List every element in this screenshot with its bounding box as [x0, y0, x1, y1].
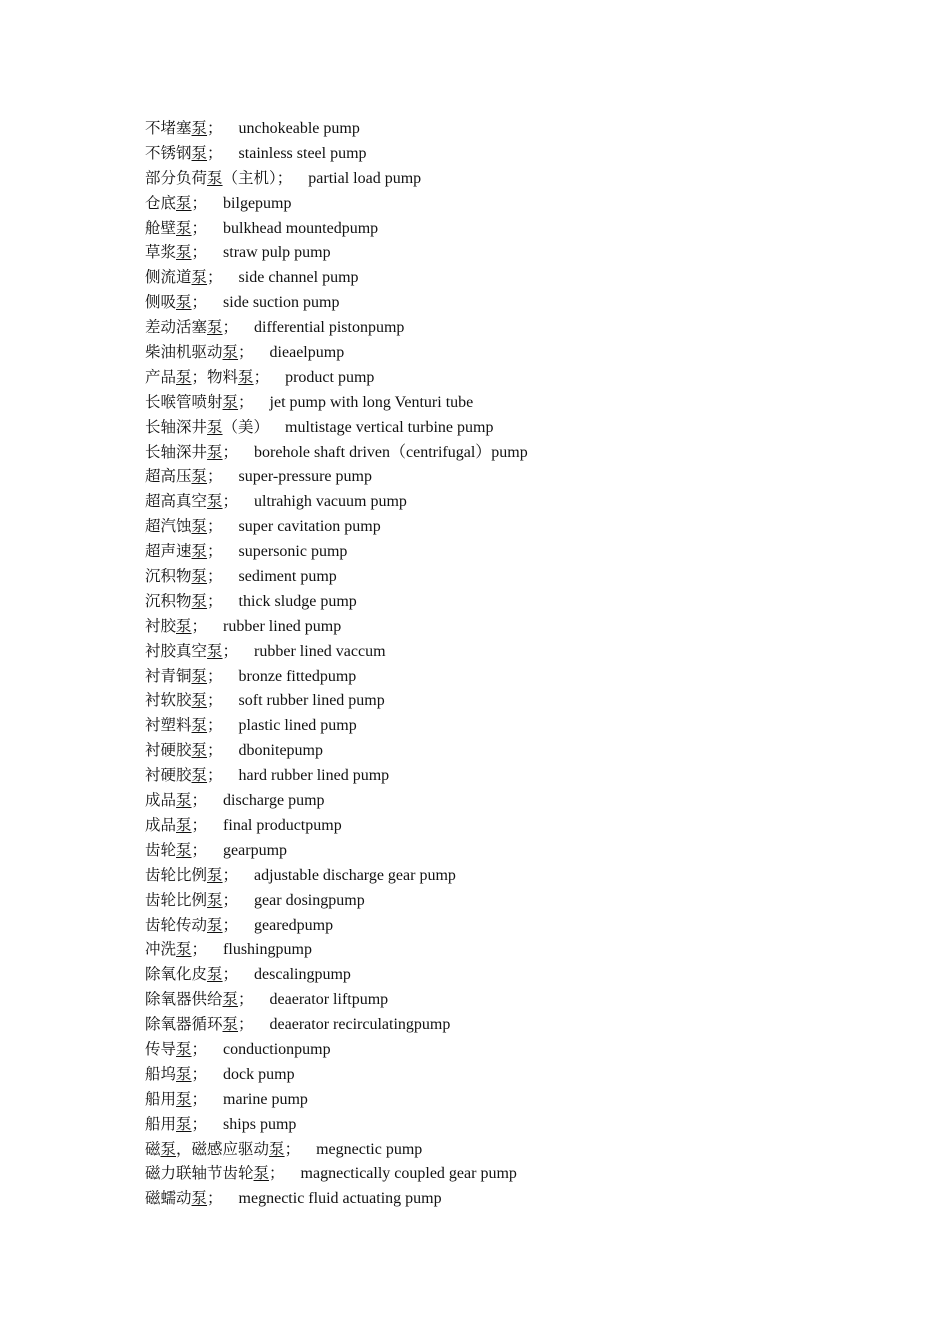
- term-keyword: 泵: [176, 791, 192, 810]
- glossary-entry: [145, 888, 905, 913]
- term-keyword: 泵: [207, 442, 223, 461]
- term-keyword: 泵: [176, 1064, 192, 1083]
- glossary-entry: [145, 813, 905, 838]
- term-keyword: 泵: [191, 591, 208, 610]
- term-chinese: ；: [238, 343, 254, 362]
- term-english: rubber lined pump: [223, 617, 342, 635]
- glossary-entry: [145, 788, 905, 813]
- term-chinese: 船用: [145, 1114, 177, 1133]
- term-chinese: ；: [222, 641, 239, 660]
- term-chinese: 产品: [145, 367, 177, 386]
- term-chinese: ；: [207, 517, 223, 536]
- term-english: super-pressure pump: [238, 468, 372, 486]
- term-chinese: ；: [191, 815, 208, 834]
- glossary-entry: [145, 489, 905, 514]
- term-chinese: ；: [207, 268, 223, 287]
- term-chinese: 不锈钢: [145, 143, 192, 162]
- term-chinese: （主机）；: [222, 168, 293, 187]
- term-english: sediment pump: [238, 568, 337, 586]
- term-keyword: 泵: [176, 616, 192, 635]
- term-english: gearpump: [223, 841, 288, 859]
- term-keyword: 泵: [238, 367, 254, 386]
- glossary-entry: [145, 166, 905, 191]
- term-english: unchokeable pump: [238, 120, 360, 137]
- term-chinese: ；物料: [191, 367, 239, 386]
- glossary-entry: [145, 415, 905, 440]
- glossary-entry: [145, 763, 905, 788]
- term-english: partial load pump: [308, 169, 422, 187]
- glossary-entry: [145, 664, 905, 689]
- term-chinese: ；: [222, 965, 239, 984]
- term-english: final productpump: [223, 816, 342, 834]
- term-chinese: 衬胶: [145, 616, 177, 635]
- glossary-entry: [145, 539, 905, 564]
- term-english: bronze fittedpump: [238, 667, 357, 685]
- term-chinese: ；: [191, 193, 208, 212]
- term-english: conductionpump: [223, 1040, 331, 1058]
- glossary-entry: [145, 1112, 905, 1137]
- term-chinese: ；: [222, 865, 239, 884]
- term-chinese: ，磁感应驱动: [176, 1139, 270, 1158]
- term-chinese: ；: [191, 616, 208, 635]
- term-chinese: ；: [207, 691, 223, 710]
- term-chinese: ；: [191, 1089, 208, 1108]
- term-chinese: ；: [191, 218, 208, 237]
- term-keyword: 泵: [191, 567, 208, 586]
- term-keyword: 泵: [222, 990, 239, 1009]
- term-english: flushingpump: [223, 941, 312, 959]
- term-keyword: 泵: [207, 318, 223, 337]
- term-english: thick sludge pump: [238, 592, 357, 610]
- glossary-list: [145, 116, 905, 1211]
- term-english: super cavitation pump: [238, 518, 381, 536]
- term-chinese: 超高真空: [145, 492, 208, 511]
- term-chinese: ；: [222, 318, 239, 337]
- glossary-entry: [145, 863, 905, 888]
- term-chinese: ；: [191, 791, 208, 810]
- term-chinese: 长轴深井: [145, 442, 208, 461]
- glossary-entry: [145, 639, 905, 664]
- glossary-entry: [145, 1186, 905, 1211]
- term-chinese: ；: [191, 293, 208, 312]
- term-keyword: 泵: [176, 1114, 192, 1133]
- term-keyword: 泵: [253, 1164, 270, 1183]
- term-chinese: ；: [191, 1039, 208, 1058]
- term-chinese: ；: [207, 766, 223, 785]
- term-chinese: ；: [207, 666, 223, 685]
- term-chinese: ；: [191, 840, 208, 859]
- glossary-entry: [145, 265, 905, 290]
- term-english: hard rubber lined pump: [238, 767, 390, 785]
- term-chinese: 齿轮比例: [145, 865, 208, 884]
- term-chinese: （美）: [222, 417, 270, 436]
- term-chinese: 成品: [145, 791, 177, 810]
- glossary-entry: [145, 564, 905, 589]
- glossary-entry: [145, 390, 905, 415]
- term-english: product pump: [285, 368, 375, 386]
- term-english: dock pump: [223, 1065, 295, 1083]
- glossary-entry: [145, 141, 905, 166]
- glossary-entry: [145, 614, 905, 639]
- term-chinese: 齿轮传动: [145, 915, 208, 934]
- glossary-entry: [145, 913, 905, 938]
- term-keyword: 泵: [222, 392, 239, 411]
- term-english: gear dosingpump: [254, 891, 365, 909]
- term-chinese: ；: [238, 1015, 254, 1034]
- term-keyword: 泵: [176, 815, 192, 834]
- term-english: rubber lined vaccum: [254, 642, 386, 660]
- term-keyword: 泵: [207, 890, 223, 909]
- glossary-entry: [145, 340, 905, 365]
- term-keyword: 泵: [191, 467, 208, 486]
- term-english: plastic lined pump: [238, 717, 357, 735]
- term-keyword: 泵: [207, 641, 223, 660]
- glossary-entry: [145, 240, 905, 265]
- glossary-entry: [145, 464, 905, 489]
- term-english: side channel pump: [238, 269, 359, 287]
- term-keyword: 泵: [191, 741, 208, 760]
- term-keyword: 泵: [176, 840, 192, 859]
- glossary-entry: [145, 1161, 905, 1186]
- term-english: differential pistonpump: [254, 319, 405, 337]
- term-keyword: 泵: [207, 965, 223, 984]
- glossary-entry: [145, 688, 905, 713]
- term-keyword: 泵: [269, 1139, 285, 1158]
- term-keyword: 泵: [222, 1015, 239, 1034]
- term-english: magnectically coupled gear pump: [300, 1165, 517, 1183]
- glossary-entry: [145, 713, 905, 738]
- term-chinese: ；: [222, 915, 239, 934]
- term-chinese: ；: [207, 1189, 223, 1208]
- term-english: megnectic pump: [316, 1140, 423, 1158]
- glossary-entry: [145, 738, 905, 763]
- term-chinese: ；: [207, 143, 223, 162]
- glossary-entry: [145, 1037, 905, 1062]
- term-keyword: 泵: [191, 691, 208, 710]
- term-chinese: 草浆: [145, 243, 177, 262]
- term-english: jet pump with long Venturi tube: [269, 393, 474, 411]
- term-english: dieaelpump: [269, 344, 345, 362]
- term-english: multistage vertical turbine pump: [285, 418, 494, 436]
- term-keyword: 泵: [176, 218, 192, 237]
- term-chinese: ；: [207, 567, 223, 586]
- glossary-entry: [145, 514, 905, 539]
- term-keyword: 泵: [176, 1039, 192, 1058]
- term-chinese: ；: [222, 890, 239, 909]
- term-chinese: 齿轮比例: [145, 890, 208, 909]
- term-chinese: 舱壁: [145, 218, 177, 237]
- term-english: deaerator liftpump: [269, 991, 389, 1009]
- glossary-entry: [145, 116, 905, 141]
- term-chinese: 衬青铜: [145, 666, 192, 685]
- term-chinese: 长喉管喷射: [145, 392, 223, 411]
- glossary-entry: [145, 937, 905, 962]
- term-chinese: ；: [207, 119, 223, 137]
- glossary-entry: [145, 1012, 905, 1037]
- term-keyword: 泵: [191, 716, 208, 735]
- glossary-entry: [145, 1087, 905, 1112]
- term-chinese: ；: [191, 243, 208, 262]
- term-chinese: 冲洗: [145, 940, 177, 959]
- term-keyword: 泵: [191, 143, 208, 162]
- glossary-entry: [145, 191, 905, 216]
- term-english: descalingpump: [254, 966, 351, 984]
- term-chinese: 磁: [145, 1139, 161, 1158]
- term-chinese: 衬塑料: [145, 716, 192, 735]
- term-keyword: 泵: [176, 193, 192, 212]
- term-chinese: 船坞: [145, 1064, 177, 1083]
- term-chinese: 除氧化皮: [145, 965, 208, 984]
- term-keyword: 泵: [207, 168, 223, 187]
- term-english: ultrahigh vacuum pump: [254, 493, 407, 511]
- term-chinese: ；: [284, 1139, 301, 1158]
- term-chinese: ；: [191, 1064, 208, 1083]
- glossary-entry: [145, 987, 905, 1012]
- term-keyword: 泵: [191, 542, 208, 561]
- glossary-entry: [145, 365, 905, 390]
- term-english: marine pump: [223, 1090, 308, 1108]
- term-chinese: ；: [207, 741, 223, 760]
- term-chinese: 磁蠕动: [145, 1189, 192, 1208]
- term-chinese: ；: [207, 467, 223, 486]
- term-english: ships pump: [223, 1115, 297, 1133]
- term-keyword: 泵: [222, 343, 239, 362]
- term-keyword: 泵: [207, 417, 223, 436]
- term-chinese: ；: [253, 367, 270, 386]
- term-chinese: 侧流道: [145, 268, 192, 287]
- glossary-entry: [145, 440, 905, 465]
- glossary-entry: [145, 589, 905, 614]
- term-keyword: 泵: [176, 940, 192, 959]
- glossary-entry: [145, 216, 905, 241]
- term-keyword: 泵: [207, 865, 223, 884]
- term-keyword: 泵: [191, 666, 208, 685]
- term-keyword: 泵: [176, 243, 192, 262]
- term-chinese: 衬胶真空: [145, 641, 208, 660]
- term-english: discharge pump: [223, 792, 325, 810]
- term-english: soft rubber lined pump: [238, 692, 385, 710]
- term-chinese: 磁力联轴节齿轮: [145, 1164, 254, 1183]
- term-chinese: 差动活塞: [145, 318, 208, 337]
- term-keyword: 泵: [207, 492, 223, 511]
- term-chinese: 沉积物: [145, 567, 192, 586]
- term-keyword: 泵: [160, 1139, 177, 1158]
- term-keyword: 泵: [176, 367, 192, 386]
- term-chinese: 沉积物: [145, 591, 192, 610]
- term-chinese: 除氧器供给: [145, 990, 223, 1009]
- term-keyword: 泵: [176, 293, 192, 312]
- term-chinese: 齿轮: [145, 840, 177, 859]
- term-keyword: 泵: [176, 1089, 192, 1108]
- term-chinese: 衬软胶: [145, 691, 192, 710]
- term-keyword: 泵: [207, 915, 223, 934]
- glossary-entry: [145, 1137, 905, 1162]
- term-chinese: 除氧器循环: [145, 1015, 223, 1034]
- term-english: gearedpump: [254, 916, 334, 934]
- term-chinese: 侧吸: [145, 293, 177, 312]
- term-chinese: ；: [191, 1114, 208, 1133]
- term-chinese: 超高压: [145, 467, 192, 486]
- term-chinese: 超汽蚀: [145, 517, 192, 536]
- term-chinese: 传导: [145, 1039, 177, 1058]
- term-english: bulkhead mountedpump: [223, 219, 379, 237]
- term-english: borehole shaft driven（centrifugal）pump: [254, 443, 528, 461]
- term-chinese: ；: [207, 716, 223, 735]
- term-chinese: 仓底: [145, 193, 177, 212]
- term-english: adjustable discharge gear pump: [254, 866, 456, 884]
- term-english: supersonic pump: [238, 543, 348, 561]
- term-chinese: 衬硬胶: [145, 766, 192, 785]
- term-english: stainless steel pump: [238, 144, 367, 162]
- term-english: dbonitepump: [238, 742, 323, 760]
- term-english: deaerator recirculatingpump: [269, 1016, 451, 1034]
- term-english: side suction pump: [223, 294, 340, 312]
- term-keyword: 泵: [191, 1189, 208, 1208]
- term-chinese: ；: [238, 990, 254, 1009]
- glossary-entry: [145, 962, 905, 987]
- term-chinese: ；: [191, 940, 208, 959]
- term-english: straw pulp pump: [223, 244, 331, 262]
- term-chinese: ；: [222, 492, 239, 511]
- term-english: megnectic fluid actuating pump: [238, 1190, 442, 1208]
- term-chinese: 船用: [145, 1089, 177, 1108]
- term-chinese: 超声速: [145, 542, 192, 561]
- term-english: bilgepump: [223, 194, 292, 212]
- glossary-entry: [145, 290, 905, 315]
- term-keyword: 泵: [191, 119, 208, 137]
- term-chinese: 衬硬胶: [145, 741, 192, 760]
- term-chinese: 柴油机驱动: [145, 343, 223, 362]
- term-chinese: 长轴深井: [145, 417, 208, 436]
- term-chinese: ；: [207, 542, 223, 561]
- term-chinese: 部分负荷: [145, 168, 208, 187]
- term-chinese: 不堵塞: [145, 119, 192, 137]
- term-keyword: 泵: [191, 268, 208, 287]
- term-chinese: 成品: [145, 815, 177, 834]
- term-chinese: ；: [222, 442, 239, 461]
- term-chinese: ；: [269, 1164, 285, 1183]
- term-chinese: ；: [207, 591, 223, 610]
- term-chinese: ；: [238, 392, 254, 411]
- glossary-entry: [145, 838, 905, 863]
- term-keyword: 泵: [191, 766, 208, 785]
- glossary-entry: [145, 1062, 905, 1087]
- term-keyword: 泵: [191, 517, 208, 536]
- glossary-entry: [145, 315, 905, 340]
